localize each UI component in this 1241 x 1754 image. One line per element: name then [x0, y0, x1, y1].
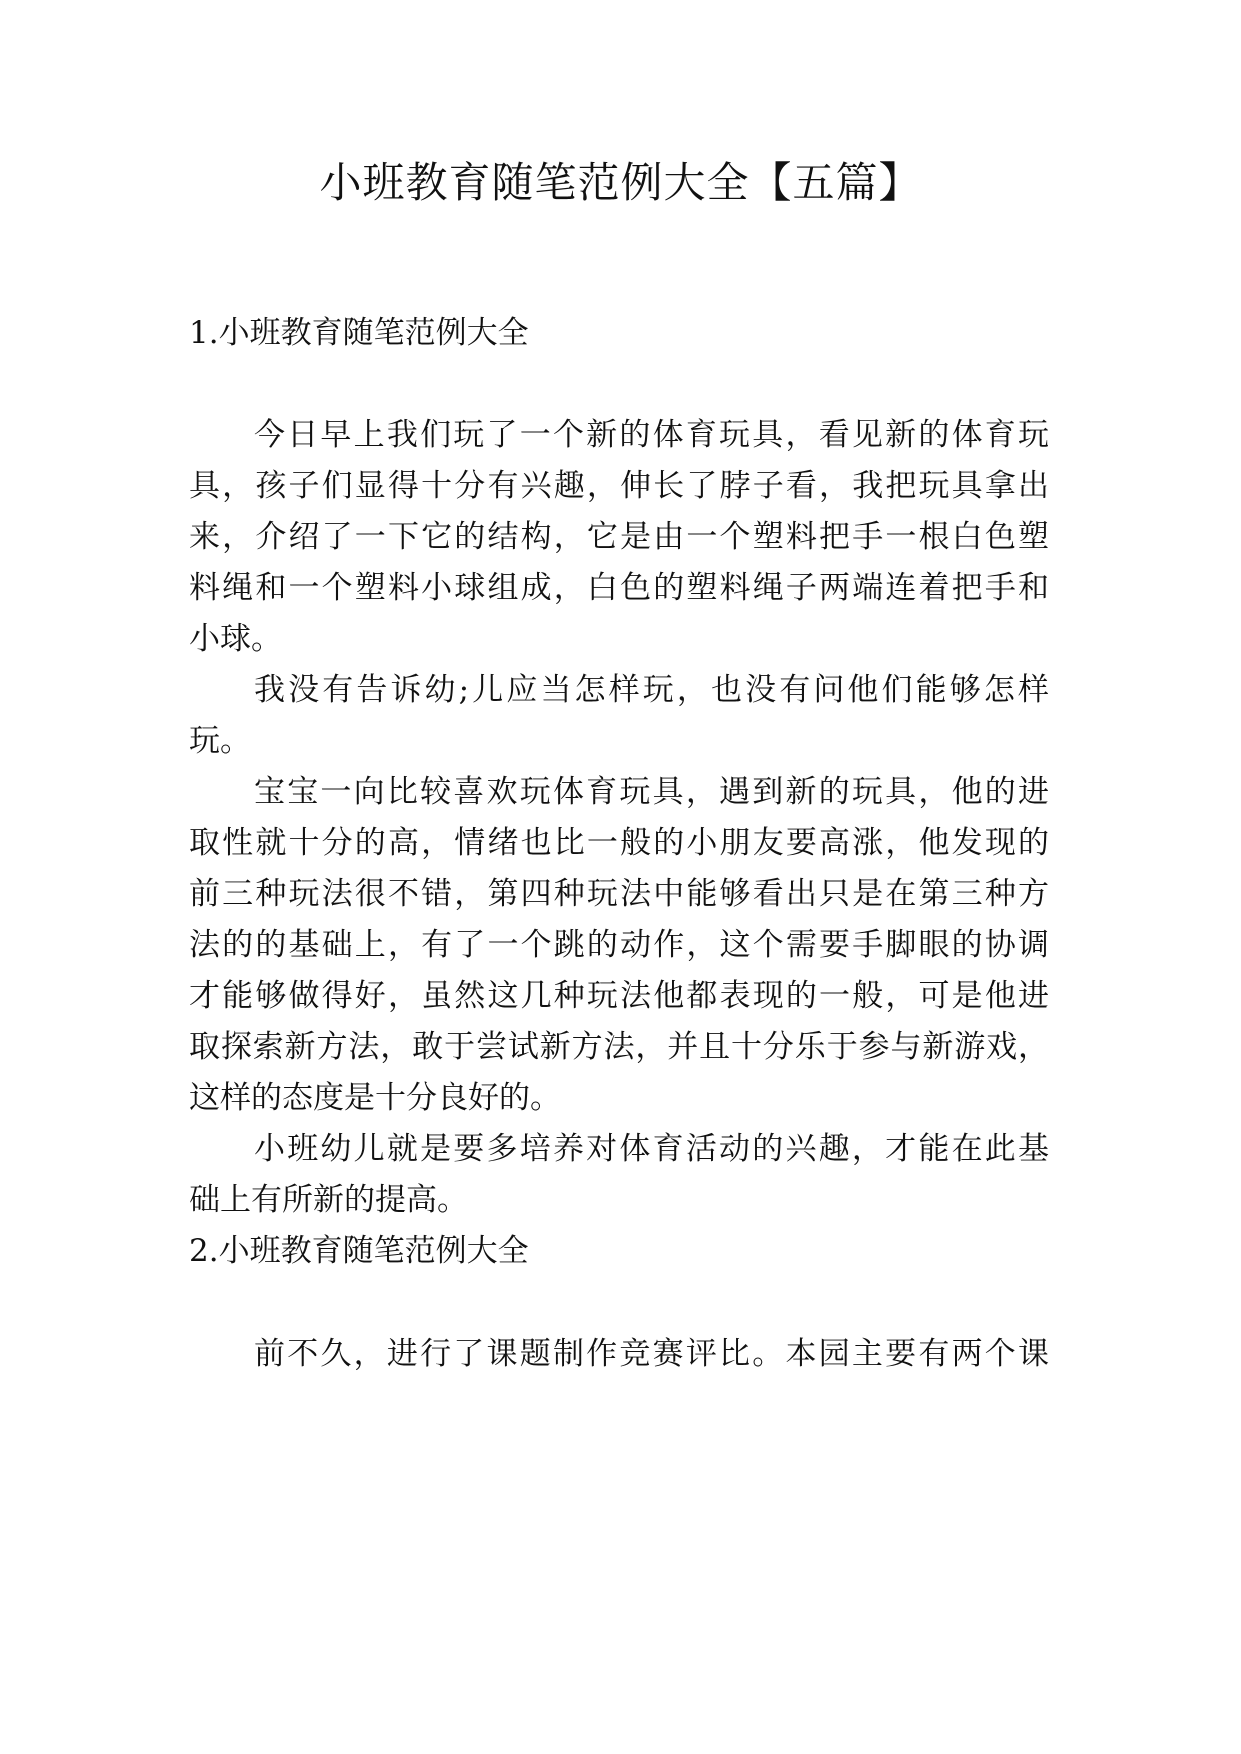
paragraph-line: 玩。	[189, 723, 251, 759]
paragraph-line: 取性就十分的高，情绪也比一般的小朋友要高涨，他发现的	[189, 825, 1049, 861]
paragraph-line: 前三种玩法很不错，第四种玩法中能够看出只是在第三种方	[189, 876, 1049, 912]
paragraph-line: 料绳和一个塑料小球组成，白色的塑料绳子两端连着把手和	[189, 570, 1049, 606]
paragraph-line: 取探索新方法，敢于尝试新方法，并且十分乐于参与新游戏，	[189, 1029, 1049, 1065]
paragraph-line: 具，孩子们显得十分有兴趣，伸长了脖子看，我把玩具拿出	[189, 468, 1049, 504]
paragraph-line: 小班幼儿就是要多培养对体育活动的兴趣，才能在此基	[254, 1131, 1049, 1167]
paragraph-line: 础上有所新的提高。	[189, 1182, 468, 1218]
paragraph-line: 我没有告诉幼;儿应当怎样玩，也没有问他们能够怎样	[254, 672, 1049, 708]
document-title: 小班教育随笔范例大全【五篇】	[319, 158, 922, 207]
paragraph-line: 才能够做得好，虽然这几种玩法他都表现的一般，可是他进	[189, 978, 1049, 1014]
section-heading: 1.小班教育随笔范例大全	[189, 315, 529, 351]
paragraph-line: 这样的态度是十分良好的。	[189, 1080, 561, 1116]
section-heading: 2.小班教育随笔范例大全	[189, 1233, 529, 1269]
paragraph-line: 来，介绍了一下它的结构，它是由一个塑料把手一根白色塑	[189, 519, 1049, 555]
paragraph-line: 宝宝一向比较喜欢玩体育玩具，遇到新的玩具，他的进	[254, 774, 1049, 810]
paragraph-line: 今日早上我们玩了一个新的体育玩具，看见新的体育玩	[254, 417, 1049, 453]
paragraph-line: 法的的基础上，有了一个跳的动作，这个需要手脚眼的协调	[189, 927, 1049, 963]
paragraph-line: 小球。	[189, 621, 282, 657]
paragraph-line: 前不久，进行了课题制作竞赛评比。本园主要有两个课	[254, 1336, 1049, 1372]
